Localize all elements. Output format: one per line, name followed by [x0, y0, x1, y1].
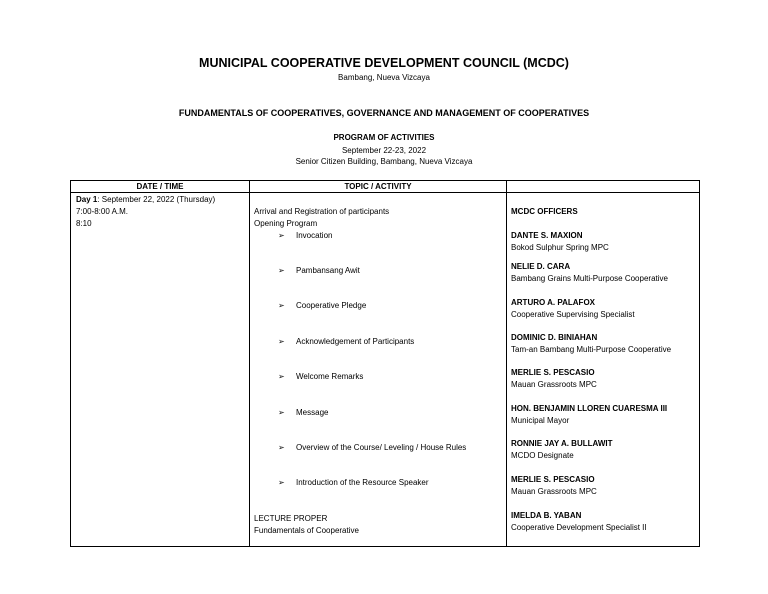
- arrow-bullet-icon: ➢: [278, 337, 285, 346]
- table-header-row: [71, 181, 700, 193]
- person-org: Mauan Grassroots MPC: [511, 380, 597, 389]
- person-org: Bokod Sulphur Spring MPC: [511, 243, 609, 252]
- list-item: ➢ Overview of the Course/ Leveling / House Rules: [278, 443, 467, 452]
- list-item: ➢ Message: [278, 408, 329, 417]
- person-org: Tam-an Bambang Multi-Purpose Cooperative: [511, 345, 672, 354]
- day-date: : September 22, 2022 (Thursday): [97, 195, 216, 204]
- person-org: MCDO Designate: [511, 451, 574, 460]
- person-org: Municipal Mayor: [511, 416, 570, 425]
- person-org: Cooperative Development Specialist II: [511, 523, 647, 532]
- person-heading: MCDC OFFICERS: [511, 207, 578, 216]
- person-name: HON. BENJAMIN LLOREN CUARESMA III: [511, 404, 668, 413]
- time-slot-2: 8:10: [76, 219, 92, 228]
- person-org: Cooperative Supervising Specialist: [511, 310, 635, 319]
- header-date-time: DATE / TIME: [71, 181, 250, 193]
- person-name: MERLIE S. PESCASIO: [511, 368, 595, 377]
- person-name: ARTURO A. PALAFOX: [511, 298, 595, 307]
- activity-opening: Opening Program: [254, 219, 318, 228]
- list-item: ➢ Invocation: [278, 231, 333, 240]
- program-dates: September 22-23, 2022: [341, 146, 427, 155]
- arrow-bullet-icon: ➢: [278, 301, 285, 310]
- day-line: [76, 194, 215, 205]
- topic-activity-cell: [250, 193, 507, 547]
- document-location: Bambang, Nueva Vizcaya: [338, 73, 430, 82]
- arrow-bullet-icon: ➢: [278, 443, 285, 452]
- header-person: [507, 181, 700, 193]
- arrow-bullet-icon: ➢: [278, 372, 285, 381]
- list-item: ➢ Welcome Remarks: [278, 372, 364, 381]
- person-name: DOMINIC D. BINIAHAN: [511, 333, 598, 342]
- program-table: [70, 180, 700, 547]
- header-topic-activity: TOPIC / ACTIVITY: [250, 181, 507, 193]
- activity-lecture-topic: Fundamentals of Cooperative: [254, 526, 359, 535]
- person-name: IMELDA B. YABAN: [511, 511, 582, 520]
- date-time-cell: [71, 193, 250, 547]
- arrow-bullet-icon: ➢: [278, 231, 285, 240]
- list-item: ➢ Pambansang Awit: [278, 266, 360, 275]
- arrow-bullet-icon: ➢: [278, 266, 285, 275]
- program-label: PROGRAM OF ACTIVITIES: [333, 133, 435, 142]
- list-item: ➢ Cooperative Pledge: [278, 301, 367, 310]
- person-org: Bambang Grains Multi-Purpose Cooperative: [511, 274, 668, 283]
- day-label: Day 1: [76, 195, 98, 204]
- person-name: RONNIE JAY A. BULLAWIT: [511, 439, 613, 448]
- person-name: MERLIE S. PESCASIO: [511, 475, 595, 484]
- person-org: Mauan Grassroots MPC: [511, 487, 597, 496]
- document-title: MUNICIPAL COOPERATIVE DEVELOPMENT COUNCIL (MCDC): [199, 56, 569, 70]
- person-cell: [507, 193, 700, 547]
- activity-lecture: LECTURE PROPER: [254, 514, 328, 523]
- person-name: NELIE D. CARA: [511, 262, 571, 271]
- program-venue: Senior Citizen Building, Bambang, Nueva Vizcaya: [295, 157, 473, 166]
- list-item: ➢ Introduction of the Resource Speaker: [278, 478, 429, 487]
- table-row: [71, 193, 700, 547]
- course-title: FUNDAMENTALS OF COOPERATIVES, GOVERNANCE AND MANAGEMENT OF COOPERATIVES: [178, 108, 590, 118]
- time-slot-1: 7:00-8:00 A.M.: [76, 207, 129, 216]
- activity-arrival: Arrival and Registration of participants: [254, 207, 390, 216]
- arrow-bullet-icon: ➢: [278, 408, 285, 417]
- list-item: ➢ Acknowledgement of Participants: [278, 337, 415, 346]
- person-name: DANTE S. MAXION: [511, 231, 583, 240]
- arrow-bullet-icon: ➢: [278, 478, 285, 487]
